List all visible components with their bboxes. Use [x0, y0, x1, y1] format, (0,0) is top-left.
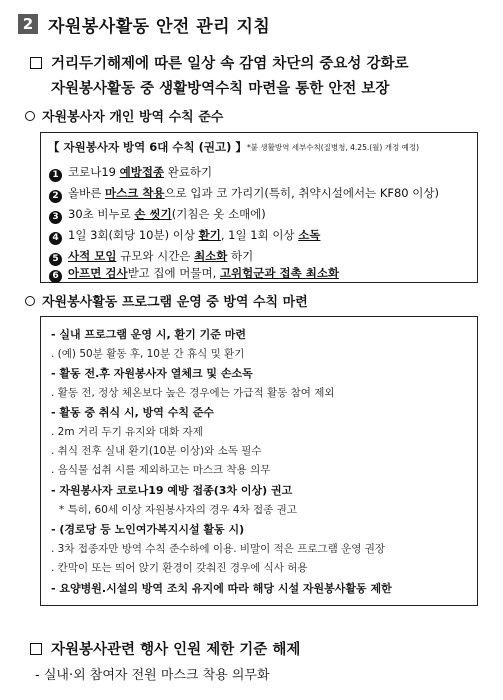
number-4-icon: 4	[49, 232, 62, 245]
rule-item: 2 올바른 마스크 착용으로 입과 코 가리기(특히, 취약시설에서는 KF80 이상)	[49, 185, 439, 203]
circle-bullet-icon	[25, 296, 35, 306]
square-bullet-icon	[30, 57, 42, 69]
program-line: . (예) 50분 활동 후, 10분 간 휴식 및 환기	[51, 348, 245, 360]
program-line: - 실내 프로그램 운영 시, 환기 기준 마련	[51, 328, 246, 341]
circle-bullet-icon	[25, 111, 35, 121]
number-5-icon: 5	[49, 253, 62, 266]
program-line: * 특히, 60세 이상 자원봉사자의 경우 4차 접종 권고	[59, 504, 297, 516]
subheading-program-rules: 자원봉사활동 프로그램 운영 중 방역 수칙 마련	[42, 295, 308, 310]
rules-box	[40, 132, 478, 283]
program-line: . 칸막이 또는 띄어 앉기 환경이 갖춰진 경우에 식사 허용	[51, 562, 308, 574]
section-title: 자원봉사활동 안전 관리 지침	[48, 17, 271, 37]
number-1-icon: 1	[49, 169, 62, 182]
program-line: . 2m 거리 두기 유지와 대화 자제	[51, 426, 203, 438]
program-line: . 취식 전후 실내 환기(10분 이상)와 소독 필수	[51, 445, 262, 457]
program-line: . 음식물 섭취 시를 제외하고는 마스크 착용 의무	[51, 464, 271, 476]
program-line: - 활동 중 취식 시, 방역 수칙 준수	[51, 406, 215, 419]
rule-item: 3 30초 비누로 손 씻기(기침은 옷 소매에)	[49, 206, 266, 224]
rules-box-note: *붙 생활방역 세부수칙(질병청, 4.25.(월) 개정 예정)	[247, 143, 420, 152]
headline-2: 자원봉사관련 행사 인원 제한 기준 해제	[51, 642, 301, 658]
program-line: . 3차 접종자만 방역 수칙 준수하에 이용. 비말이 적은 프로그램 운영 권장	[51, 543, 386, 555]
number-2-icon: 2	[49, 190, 62, 203]
rules-box-title: 【 자원봉사자 방역 6대 수칙 (권고) 】	[48, 140, 247, 154]
program-line: - 활동 전.후 자원봉사자 열체크 및 손소독	[51, 367, 253, 380]
program-line: . 활동 전, 정상 체온보다 높은 경우에는 가급적 활동 참여 제외	[51, 387, 335, 399]
program-line: - (경로당 등 노인여가복지시설 활동 시)	[51, 523, 245, 536]
rule-item: 6 아프면 검사받고 집에 머물며, 고위험군과 접촉 최소화	[49, 265, 339, 283]
square-bullet-icon	[30, 643, 42, 655]
rule-item: 1 코로나19 예방접종 완료하기	[49, 164, 212, 182]
rule-item: 5 사적 모임 규모와 시간은 최소화 하기	[49, 248, 253, 266]
mask-requirement-line: - 실내·외 참여자 전원 마스크 착용 의무화	[35, 668, 270, 683]
subheading-personal-rules: 자원봉사자 개인 방역 수칙 준수	[42, 110, 224, 125]
headline-1-line-1: 거리두기해제에 따른 일상 속 감염 차단의 중요성 강화로	[51, 56, 409, 72]
program-rules-box	[40, 316, 478, 606]
number-6-icon: 6	[49, 270, 62, 283]
rule-item: 4 1일 3회(회당 10분) 이상 환기, 1일 1회 이상 소독	[49, 227, 320, 245]
program-line: - 자원봉사자 코로나19 예방 접종(3차 이상) 권고	[51, 484, 293, 497]
number-3-icon: 3	[49, 211, 62, 224]
program-line: - 요양병원.시설의 방역 조치 유지에 따라 해당 시설 자원봉사활동 제한	[51, 582, 392, 595]
section-number-badge: 2	[18, 14, 38, 34]
headline-1-line-2: 자원봉사활동 중 생활방역수칙 마련을 통한 안전 보장	[51, 81, 390, 97]
